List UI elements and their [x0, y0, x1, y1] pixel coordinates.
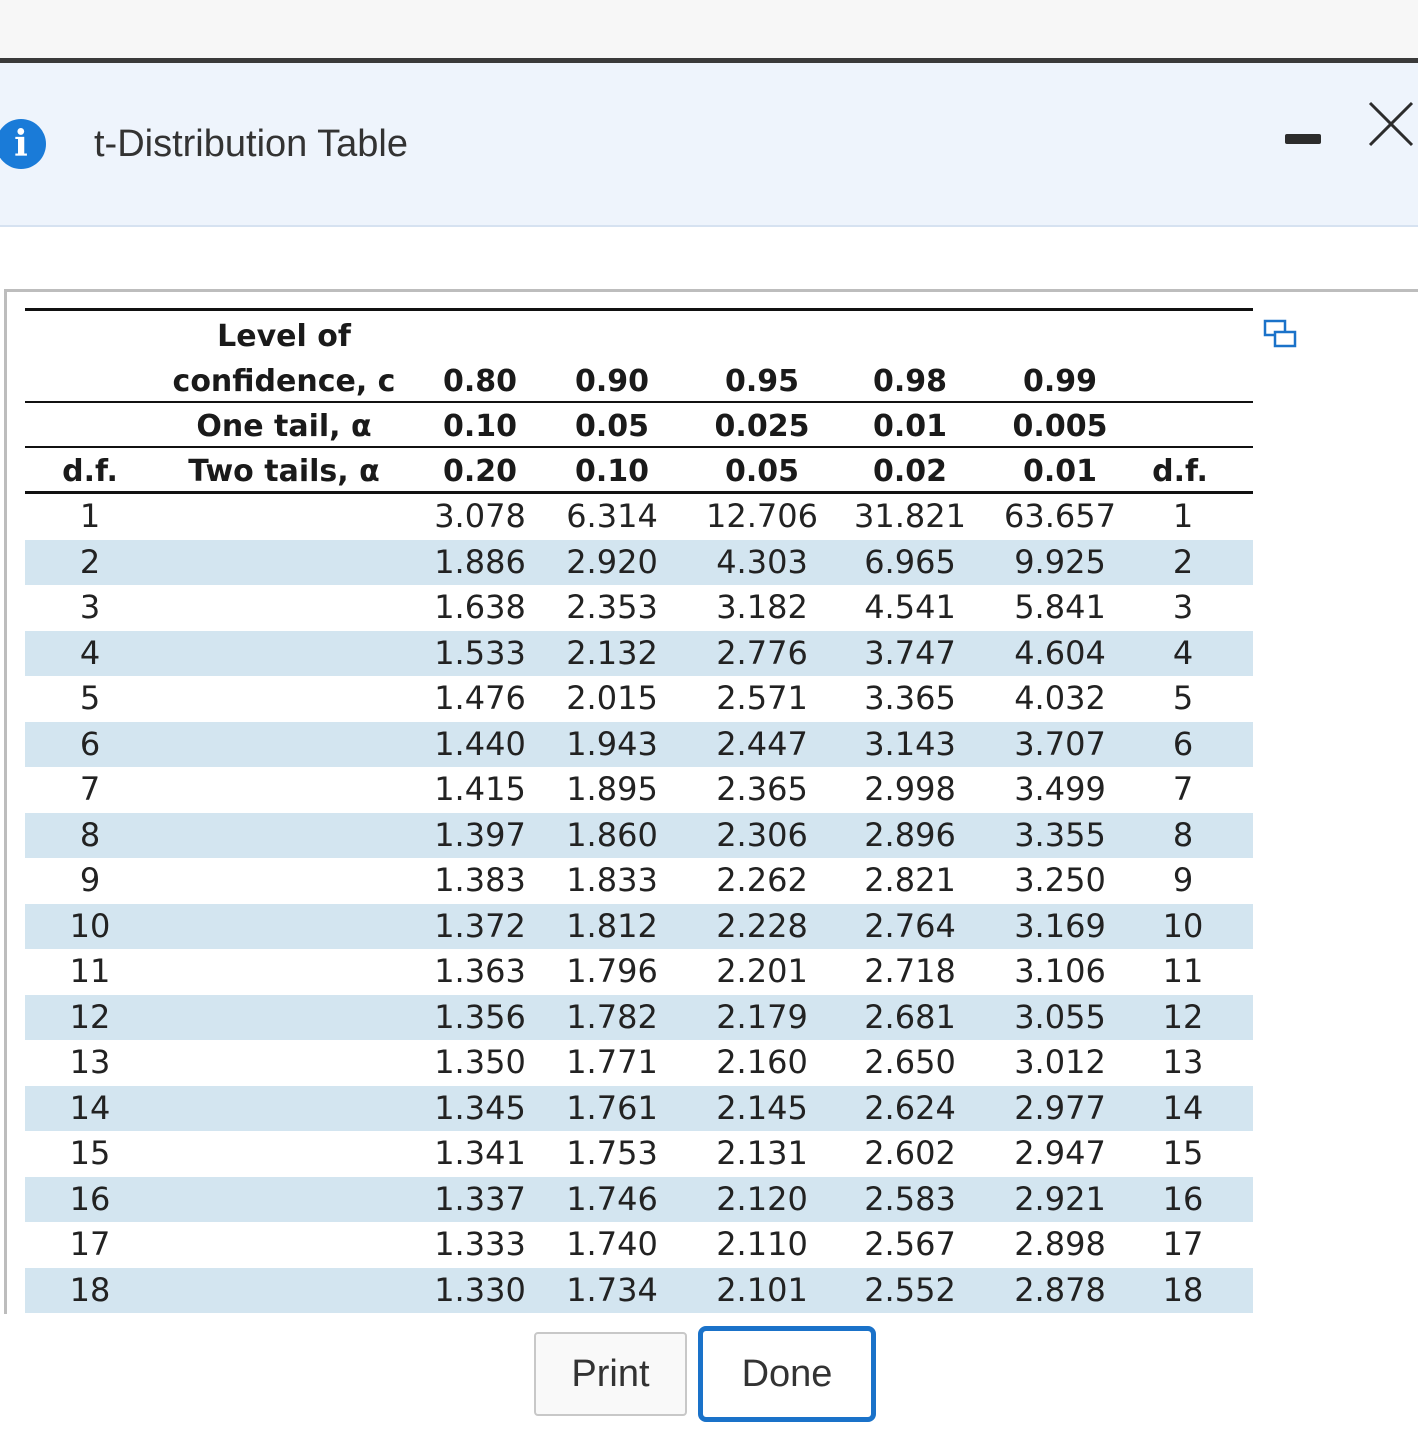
t-value-cell: 2.920 — [566, 542, 658, 581]
header-confidence-value: 0.80 — [442, 364, 518, 399]
df-cell-right: 10 — [1162, 906, 1204, 945]
t-distribution-table — [25, 308, 1253, 1314]
t-value-cell: 3.365 — [864, 679, 956, 717]
t-value-cell: 4.604 — [1014, 633, 1106, 672]
t-value-cell: 3.106 — [1014, 952, 1106, 990]
header-rule-1 — [25, 401, 1253, 403]
t-value-cell: 1.372 — [434, 906, 526, 945]
done-button[interactable]: Done — [698, 1326, 876, 1422]
df-cell-left: 9 — [79, 861, 101, 899]
df-cell-left: 2 — [79, 542, 101, 581]
t-value-cell: 1.341 — [434, 1134, 526, 1172]
t-value-cell: 2.567 — [864, 1225, 956, 1263]
t-value-cell: 1.533 — [434, 633, 526, 672]
t-value-cell: 1.476 — [434, 679, 526, 717]
header-confidence-value: 0.99 — [1022, 364, 1098, 399]
t-value-cell: 3.055 — [1014, 997, 1106, 1036]
df-cell-right: 6 — [1172, 724, 1194, 763]
t-value-cell: 2.718 — [864, 952, 956, 990]
t-value-cell: 6.965 — [864, 542, 956, 581]
df-cell-left: 14 — [69, 1088, 111, 1127]
t-value-cell: 3.012 — [1014, 1043, 1106, 1081]
header-two-tails-value: 0.10 — [574, 454, 650, 489]
t-value-cell: 1.330 — [434, 1270, 526, 1309]
df-cell-left: 10 — [69, 906, 111, 945]
df-cell-left: 18 — [69, 1270, 111, 1309]
df-cell-right: 4 — [1172, 633, 1194, 672]
table-row — [25, 676, 1253, 722]
t-value-cell: 1.740 — [566, 1225, 658, 1263]
header-one-tail-value: 0.10 — [442, 409, 518, 444]
t-value-cell: 2.977 — [1014, 1088, 1106, 1127]
t-value-cell: 1.833 — [566, 861, 658, 899]
df-cell-left: 1 — [79, 497, 101, 535]
df-cell-left: 5 — [79, 679, 101, 717]
t-value-cell: 2.571 — [716, 679, 808, 717]
t-value-cell: 3.747 — [864, 633, 956, 672]
header-one-tail-value: 0.005 — [1012, 409, 1108, 444]
header-one-tail-value: 0.01 — [872, 409, 948, 444]
t-value-cell: 63.657 — [1004, 497, 1116, 535]
t-value-cell: 9.925 — [1014, 542, 1106, 581]
t-value-cell: 2.898 — [1014, 1225, 1106, 1263]
print-button[interactable]: Print — [534, 1332, 687, 1416]
expand-button[interactable] — [1262, 318, 1300, 350]
t-value-cell: 2.101 — [716, 1270, 808, 1309]
t-value-cell: 1.350 — [434, 1043, 526, 1081]
table-row — [25, 949, 1253, 995]
t-value-cell: 3.143 — [864, 724, 956, 763]
content-frame-top — [4, 289, 1418, 292]
t-value-cell: 1.415 — [434, 770, 526, 808]
t-value-cell: 2.896 — [864, 815, 956, 854]
level-label-line2: confidence, c — [172, 364, 396, 399]
df-cell-left: 16 — [69, 1179, 111, 1218]
table-row — [25, 722, 1253, 768]
df-cell-right: 16 — [1162, 1179, 1204, 1218]
df-cell-right: 3 — [1172, 588, 1194, 626]
t-value-cell: 4.303 — [716, 542, 808, 581]
table-row — [25, 494, 1253, 540]
t-value-cell: 3.707 — [1014, 724, 1106, 763]
df-cell-right: 11 — [1162, 952, 1204, 990]
t-value-cell: 1.812 — [566, 906, 658, 945]
t-value-cell: 2.201 — [716, 952, 808, 990]
table-row — [25, 540, 1253, 586]
t-value-cell: 2.262 — [716, 861, 808, 899]
df-cell-left: 12 — [69, 997, 111, 1036]
header-confidence-value: 0.95 — [724, 364, 800, 399]
t-value-cell: 2.947 — [1014, 1134, 1106, 1172]
df-cell-left: 17 — [69, 1225, 111, 1263]
df-cell-right: 8 — [1172, 815, 1194, 854]
info-icon — [0, 119, 46, 169]
minimize-icon — [1285, 134, 1321, 144]
t-value-cell: 31.821 — [854, 497, 966, 535]
t-value-cell: 2.131 — [716, 1134, 808, 1172]
df-cell-right: 17 — [1162, 1225, 1204, 1263]
table-row — [25, 858, 1253, 904]
t-value-cell: 1.753 — [566, 1134, 658, 1172]
t-value-cell: 1.363 — [434, 952, 526, 990]
table-row — [25, 1086, 1253, 1132]
t-value-cell: 2.998 — [864, 770, 956, 808]
t-value-cell: 12.706 — [706, 497, 818, 535]
t-value-cell: 2.821 — [864, 861, 956, 899]
t-value-cell: 1.895 — [566, 770, 658, 808]
t-value-cell: 2.132 — [566, 633, 658, 672]
t-value-cell: 3.499 — [1014, 770, 1106, 808]
t-value-cell: 2.583 — [864, 1179, 956, 1218]
content-frame-left — [4, 289, 7, 1314]
table-row — [25, 631, 1253, 677]
table-row — [25, 1268, 1253, 1314]
header-two-tails-value: 0.05 — [724, 454, 800, 489]
t-value-cell: 1.345 — [434, 1088, 526, 1127]
level-label-line1: Level of — [217, 319, 351, 354]
df-cell-right: 7 — [1172, 770, 1194, 808]
t-value-cell: 4.541 — [864, 588, 956, 626]
header-two-tails-value: 0.20 — [442, 454, 518, 489]
t-value-cell: 2.179 — [716, 997, 808, 1036]
table-row — [25, 904, 1253, 950]
t-value-cell: 2.015 — [566, 679, 658, 717]
df-cell-right: 12 — [1162, 997, 1204, 1036]
t-value-cell: 1.771 — [566, 1043, 658, 1081]
dialog-header — [0, 63, 1418, 227]
dialog-title: t-Distribution Table — [94, 123, 409, 165]
t-value-cell: 2.306 — [716, 815, 808, 854]
t-value-cell: 2.110 — [716, 1225, 808, 1263]
header-confidence-value: 0.98 — [872, 364, 948, 399]
t-value-cell: 1.356 — [434, 997, 526, 1036]
t-value-cell: 1.796 — [566, 952, 658, 990]
t-value-cell: 2.120 — [716, 1179, 808, 1218]
header-one-tail-value: 0.025 — [714, 409, 810, 444]
one-tail-label: One tail, α — [196, 409, 372, 444]
t-value-cell: 4.032 — [1014, 679, 1106, 717]
t-value-cell: 3.078 — [434, 497, 526, 535]
df-cell-right: 15 — [1162, 1134, 1204, 1172]
t-value-cell: 3.355 — [1014, 815, 1106, 854]
t-value-cell: 3.182 — [716, 588, 808, 626]
table-row — [25, 767, 1253, 813]
table-row — [25, 995, 1253, 1041]
two-tails-label: Two tails, α — [188, 454, 380, 489]
df-cell-left: 6 — [79, 724, 101, 763]
t-value-cell: 2.681 — [864, 997, 956, 1036]
t-value-cell: 1.383 — [434, 861, 526, 899]
df-header-right: d.f. — [1152, 454, 1208, 489]
table-row — [25, 813, 1253, 859]
table-row — [25, 1040, 1253, 1086]
t-value-cell: 1.860 — [566, 815, 658, 854]
df-cell-left: 8 — [79, 815, 101, 854]
t-value-cell: 2.878 — [1014, 1270, 1106, 1309]
t-value-cell: 1.761 — [566, 1088, 658, 1127]
close-button[interactable] — [1360, 99, 1418, 151]
df-cell-right: 9 — [1172, 861, 1194, 899]
header-one-tail-value: 0.05 — [574, 409, 650, 444]
t-value-cell: 2.160 — [716, 1043, 808, 1081]
table-row — [25, 1131, 1253, 1177]
t-value-cell: 1.734 — [566, 1270, 658, 1309]
df-cell-left: 4 — [79, 633, 101, 672]
df-cell-left: 7 — [79, 770, 101, 808]
t-value-cell: 2.921 — [1014, 1179, 1106, 1218]
df-cell-right: 18 — [1162, 1270, 1204, 1309]
t-value-cell: 3.250 — [1014, 861, 1106, 899]
t-value-cell: 2.353 — [566, 588, 658, 626]
t-value-cell: 2.552 — [864, 1270, 956, 1309]
top-strip — [0, 0, 1418, 58]
expand-window-icon — [1262, 318, 1300, 350]
t-value-cell: 1.397 — [434, 815, 526, 854]
df-cell-right: 13 — [1162, 1043, 1204, 1081]
table-row — [25, 585, 1253, 631]
table-top-rule — [25, 308, 1253, 311]
t-value-cell: 1.886 — [434, 542, 526, 581]
info-glyph: i — [14, 123, 28, 165]
header-rule-2 — [25, 446, 1253, 448]
df-cell-left: 3 — [79, 588, 101, 626]
close-icon — [1360, 99, 1418, 151]
t-value-cell: 6.314 — [566, 497, 658, 535]
t-value-cell: 2.228 — [716, 906, 808, 945]
df-cell-right: 5 — [1172, 679, 1194, 717]
t-value-cell: 1.746 — [566, 1179, 658, 1218]
t-value-cell: 1.337 — [434, 1179, 526, 1218]
header-two-tails-value: 0.01 — [1022, 454, 1098, 489]
df-cell-left: 11 — [69, 952, 111, 990]
t-value-cell: 1.440 — [434, 724, 526, 763]
minimize-button[interactable] — [1280, 121, 1326, 161]
df-cell-right: 2 — [1172, 542, 1194, 581]
t-value-cell: 5.841 — [1014, 588, 1106, 626]
table-row — [25, 1222, 1253, 1268]
t-value-cell: 2.764 — [864, 906, 956, 945]
t-value-cell: 1.638 — [434, 588, 526, 626]
t-value-cell: 2.776 — [716, 633, 808, 672]
t-value-cell: 1.943 — [566, 724, 658, 763]
header-two-tails-value: 0.02 — [872, 454, 948, 489]
df-cell-right: 1 — [1172, 497, 1194, 535]
df-cell-left: 13 — [69, 1043, 111, 1081]
df-header-left: d.f. — [62, 454, 118, 489]
t-value-cell: 3.169 — [1014, 906, 1106, 945]
t-value-cell: 2.365 — [716, 770, 808, 808]
t-value-cell: 2.145 — [716, 1088, 808, 1127]
df-cell-left: 15 — [69, 1134, 111, 1172]
t-value-cell: 2.447 — [716, 724, 808, 763]
t-value-cell: 2.650 — [864, 1043, 956, 1081]
t-value-cell: 1.333 — [434, 1225, 526, 1263]
t-value-cell: 2.602 — [864, 1134, 956, 1172]
header-confidence-value: 0.90 — [574, 364, 650, 399]
df-cell-right: 14 — [1162, 1088, 1204, 1127]
t-value-cell: 1.782 — [566, 997, 658, 1036]
table-row — [25, 1177, 1253, 1223]
t-value-cell: 2.624 — [864, 1088, 956, 1127]
